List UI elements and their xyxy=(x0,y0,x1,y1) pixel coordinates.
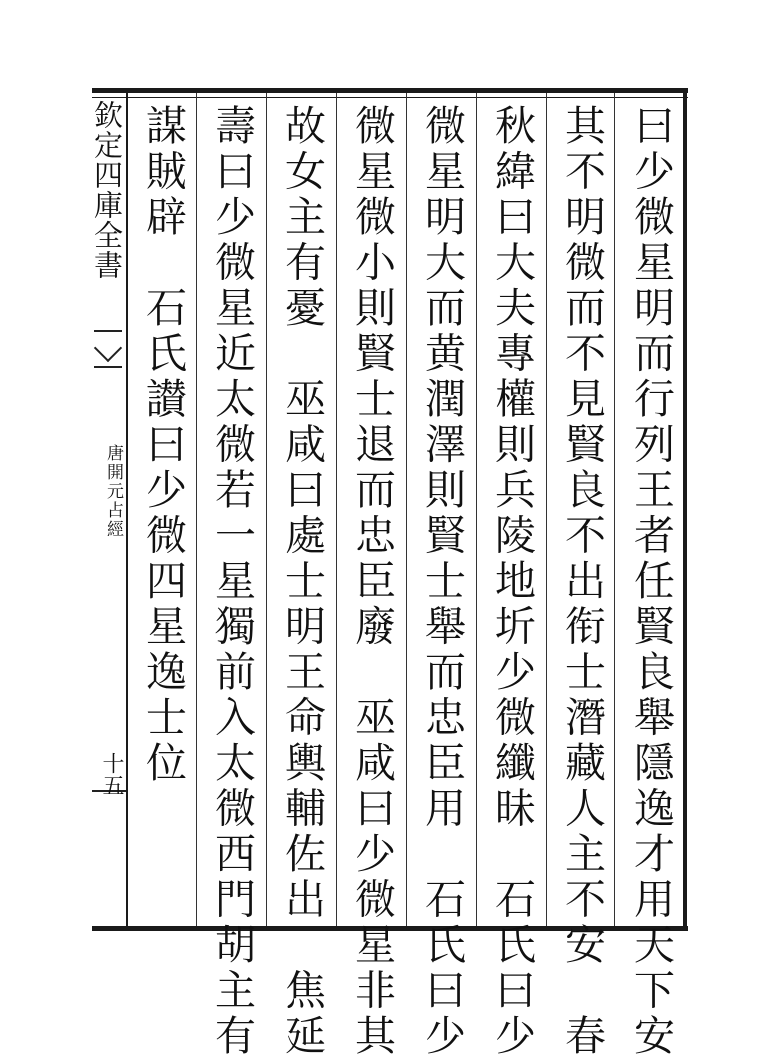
text-column-7: 壽曰少微星近太微若一星獨前入太微西門胡主有 xyxy=(208,104,256,1060)
text-column-6: 故女主有憂 巫咸曰處士明王命輿輔佐出 焦延 xyxy=(278,104,326,1060)
column-divider xyxy=(546,93,547,926)
column-divider xyxy=(336,93,337,926)
text-column-3: 秋緯曰大夫專權則兵陵地圻少微纖昧 石氏曰少 xyxy=(488,104,536,1060)
right-border xyxy=(683,88,687,931)
top-border xyxy=(92,88,688,93)
margin-divider xyxy=(126,92,128,931)
text-column-5: 微星微小則賢士退而忠臣廢 巫咸曰少微星非其 xyxy=(348,104,396,1060)
column-divider xyxy=(476,93,477,926)
margin-page-number: 十五 xyxy=(99,752,124,796)
top-border-inner xyxy=(92,97,688,98)
margin-book-title: 唐開元占經 xyxy=(103,444,123,539)
fish-tail-mark-icon xyxy=(94,330,122,368)
text-column-8: 謀賊辟 石氏讃曰少微四星逸士位 xyxy=(139,104,187,787)
text-column-4: 微星明大而黄潤澤則賢士舉而忠臣用 石氏曰少 xyxy=(418,104,466,1060)
column-divider xyxy=(614,93,615,926)
margin-title: 欽定四庫全書 xyxy=(90,100,124,280)
column-divider xyxy=(196,93,197,926)
column-divider xyxy=(266,93,267,926)
text-column-2: 其不明微而不見賢良不出衔士潛藏人主不安 春 xyxy=(558,104,606,1060)
column-divider xyxy=(406,93,407,926)
text-column-1: 曰少微星明而行列王者任賢良舉隱逸才用天下安 xyxy=(627,104,675,1060)
